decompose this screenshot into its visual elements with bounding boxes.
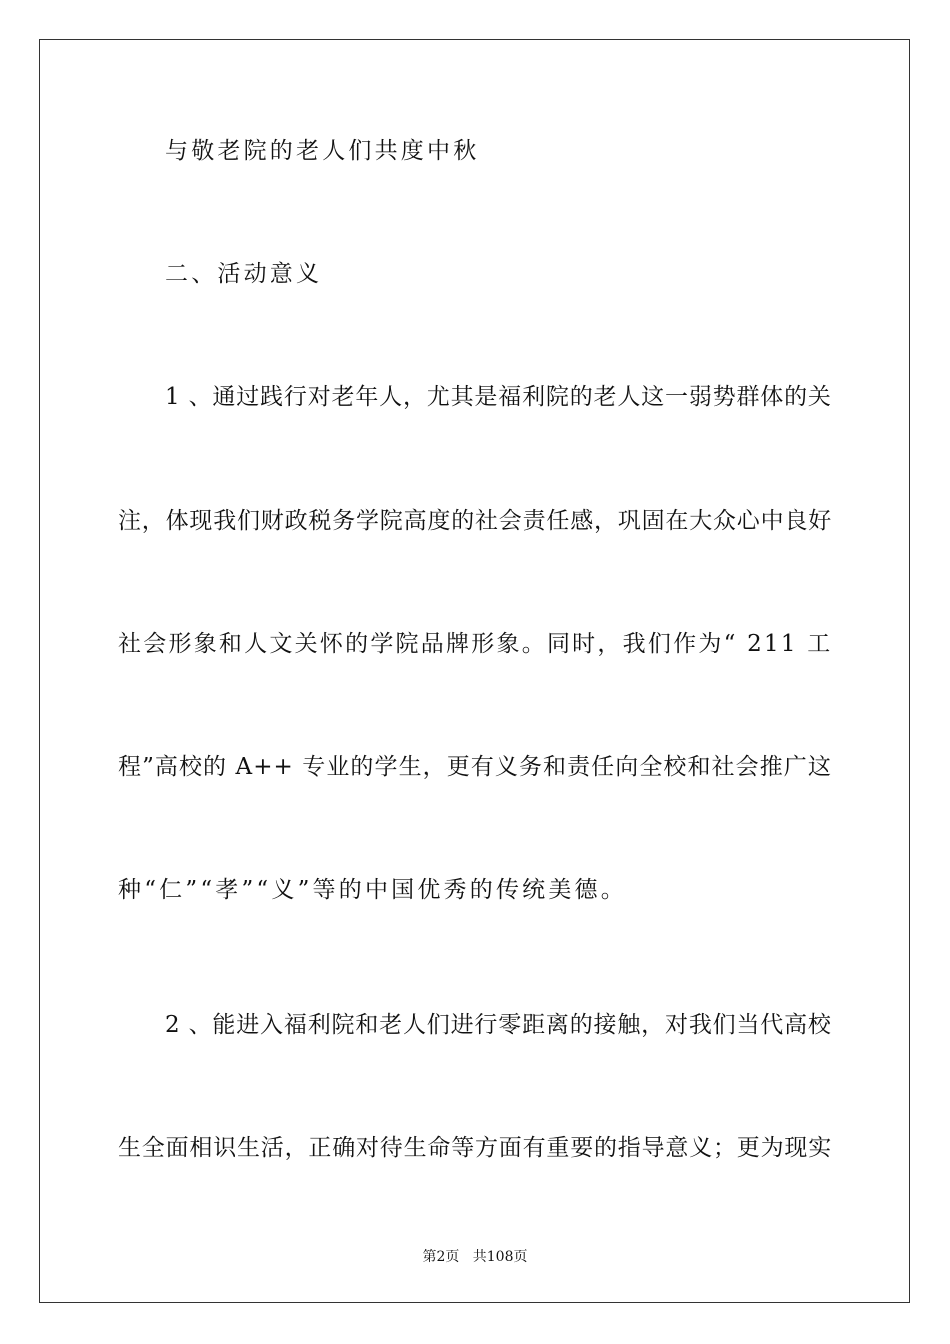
text-line-7: 种“仁”“孝”“义”等的中国优秀的传统美德。: [118, 877, 627, 903]
text-line-9: 生全面相识生活，正确对待生命等方面有重要的指导意义；更为现实: [118, 1135, 832, 1161]
section-heading: 二、活动意义: [165, 261, 323, 287]
text-line-5: 社会形象和人文关怀的学院品牌形象。同时，我们作为“ 211 工: [118, 631, 833, 657]
text-line-6: 程”高校的 A++ 专业的学生，更有义务和责任向全校和社会推广这: [118, 754, 832, 780]
text-line-8: 2 、能进入福利院和老人们进行零距离的接触，对我们当代高校: [165, 1012, 832, 1038]
text-line-4: 注，体现我们财政税务学院高度的社会责任感，巩固在大众心中良好: [118, 508, 832, 534]
text-line-1: 与敬老院的老人们共度中秋: [165, 138, 480, 164]
page-border: [39, 39, 910, 1303]
page-number-footer: 第2页 共108页: [422, 1249, 528, 1265]
text-line-3: 1 、通过践行对老年人，尤其是福利院的老人这一弱势群体的关: [165, 384, 832, 410]
